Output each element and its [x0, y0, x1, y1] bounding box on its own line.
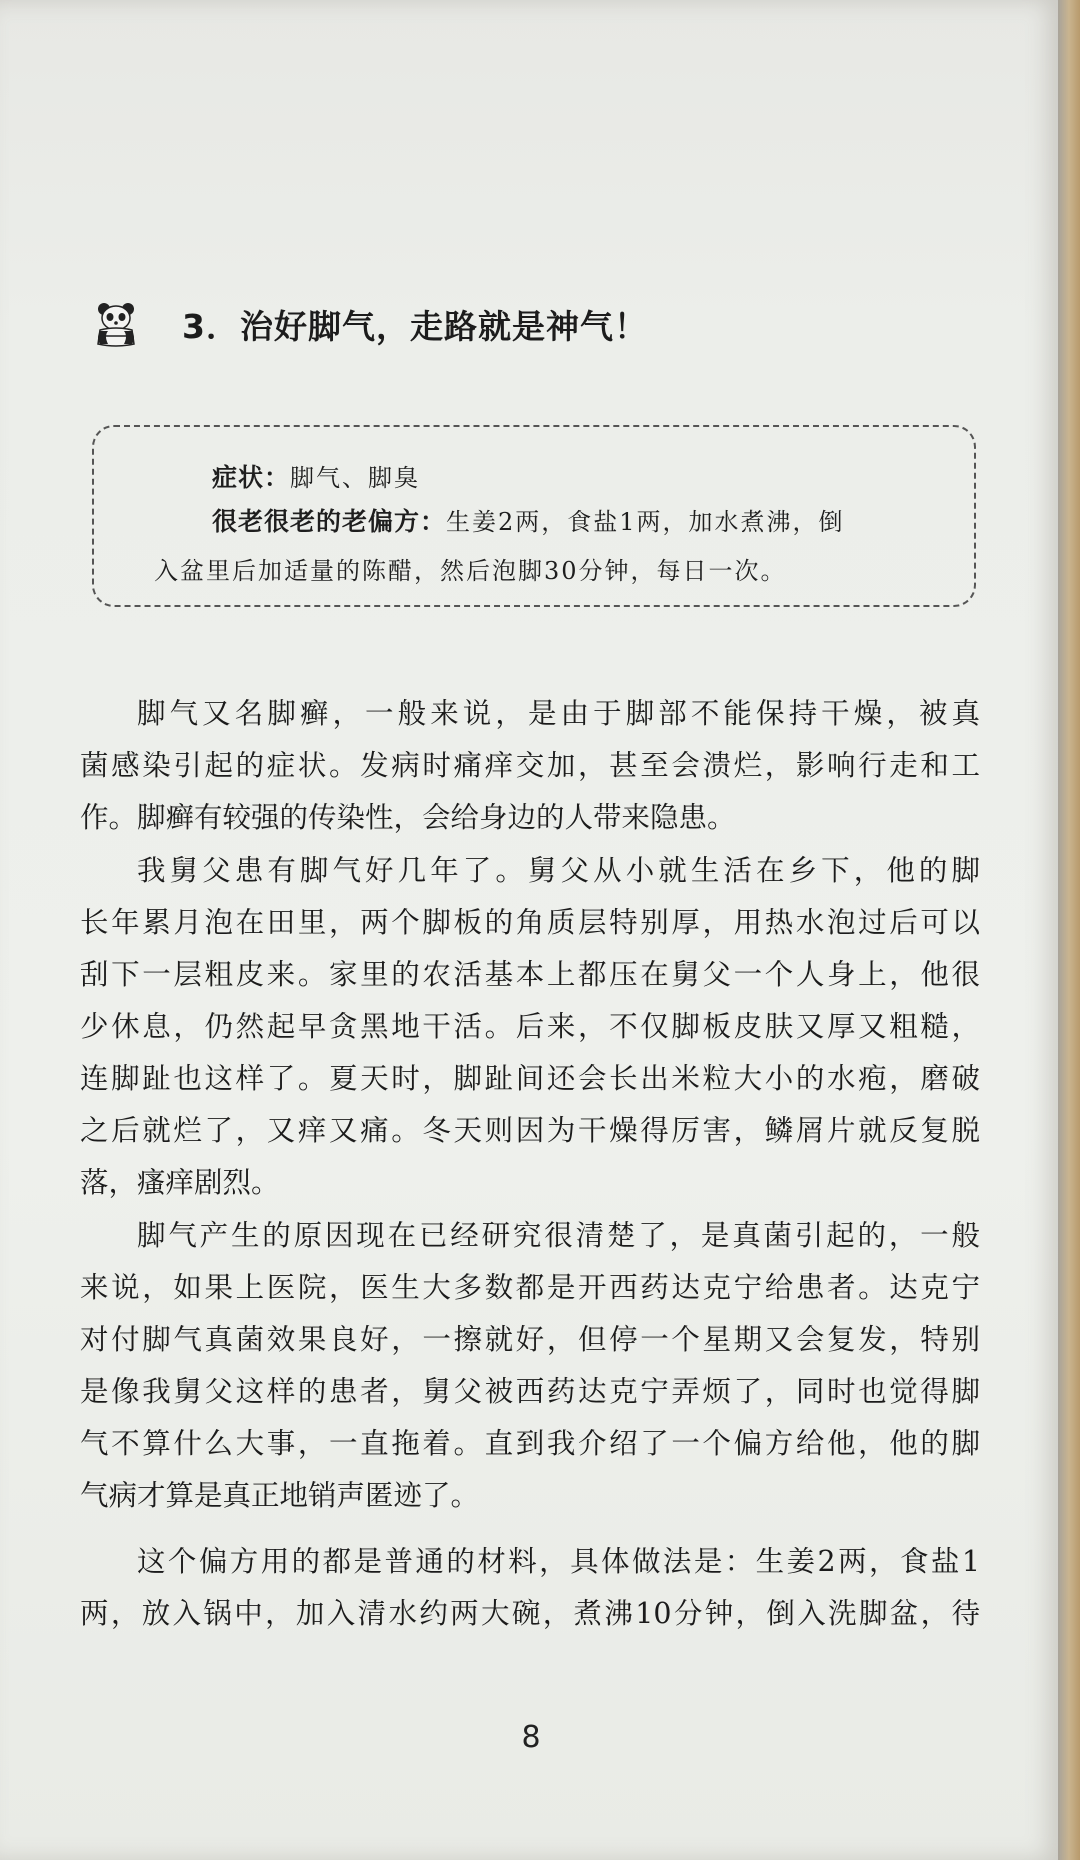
section-heading: [92, 300, 648, 348]
text-line: 是像我舅父这样的患者，舅父被西药达克宁弄烦了，同时也觉得脚: [80, 1375, 980, 1408]
remedy-text-2: 入盆里后加适量的陈醋，然后泡脚30分钟，每日一次。: [154, 557, 787, 585]
symptom-value: 脚气、脚臭: [290, 464, 421, 492]
text-line: 刮下一层粗皮来。家里的农活基本上都压在舅父一个人身上，他很: [80, 958, 980, 991]
page-edge: [1058, 0, 1080, 1860]
paragraph-3: [80, 1210, 980, 1522]
remedy-box: [92, 425, 976, 607]
section-title: [182, 301, 648, 348]
symptom-line: [212, 458, 420, 494]
text-line: 作。脚癣有较强的传染性，会给身边的人带来隐患。: [80, 801, 736, 834]
text-line: 菌感染引起的症状。发病时痛痒交加，甚至会溃烂，影响行走和工: [80, 749, 980, 782]
text-line: 少休息，仍然起早贪黑地干活。后来，不仅脚板皮肤又厚又粗糙，: [80, 1010, 980, 1043]
text-line: 脚气产生的原因现在已经研究很清楚了，是真菌引起的，一般: [137, 1219, 980, 1252]
text-line: 连脚趾也这样了。夏天时，脚趾间还会长出米粒大小的水疱，磨破: [80, 1062, 980, 1095]
text-line: 来说，如果上医院，医生大多数都是开西药达克宁给患者。达克宁: [80, 1271, 980, 1304]
text-line: 我舅父患有脚气好几年了。舅父从小就生活在乡下，他的脚: [137, 854, 980, 887]
panda-icon: [92, 300, 140, 348]
text-line: 两，放入锅中，加入清水约两大碗，煮沸10分钟，倒入洗脚盆，待: [80, 1597, 980, 1630]
text-line: 落，瘙痒剧烈。: [80, 1166, 280, 1199]
symptom-label: 症状：: [212, 463, 291, 492]
remedy-line-2: [154, 551, 787, 586]
section-title-text: 治好脚气，走路就是神气！: [239, 306, 648, 346]
page-number: 8: [521, 1720, 541, 1755]
remedy-line-1: [212, 502, 845, 538]
paragraph-2: [80, 845, 980, 1209]
text-line: 气不算什么大事，一直拖着。直到我介绍了一个偏方给他，他的脚: [80, 1427, 980, 1460]
section-number: 3．: [182, 306, 240, 346]
text-line: 长年累月泡在田里，两个脚板的角质层特别厚，用热水泡过后可以: [80, 906, 980, 939]
paragraph-4: [80, 1536, 980, 1640]
remedy-text-1: 生姜2两，食盐1两，加水煮沸，倒: [446, 508, 845, 536]
text-line: 对付脚气真菌效果良好，一擦就好，但停一个星期又会复发，特别: [80, 1323, 980, 1356]
text-line: 气病才算是真正地销声匿迹了。: [80, 1479, 480, 1512]
paragraph-1: [80, 688, 980, 844]
text-line: 脚气又名脚癣，一般来说，是由于脚部不能保持干燥，被真: [137, 697, 980, 730]
remedy-label: 很老很老的老偏方：: [212, 507, 447, 536]
text-line: 这个偏方用的都是普通的材料，具体做法是：生姜2两，食盐1: [137, 1545, 980, 1578]
text-line: 之后就烂了，又痒又痛。冬天则因为干燥得厉害，鳞屑片就反复脱: [80, 1114, 980, 1147]
